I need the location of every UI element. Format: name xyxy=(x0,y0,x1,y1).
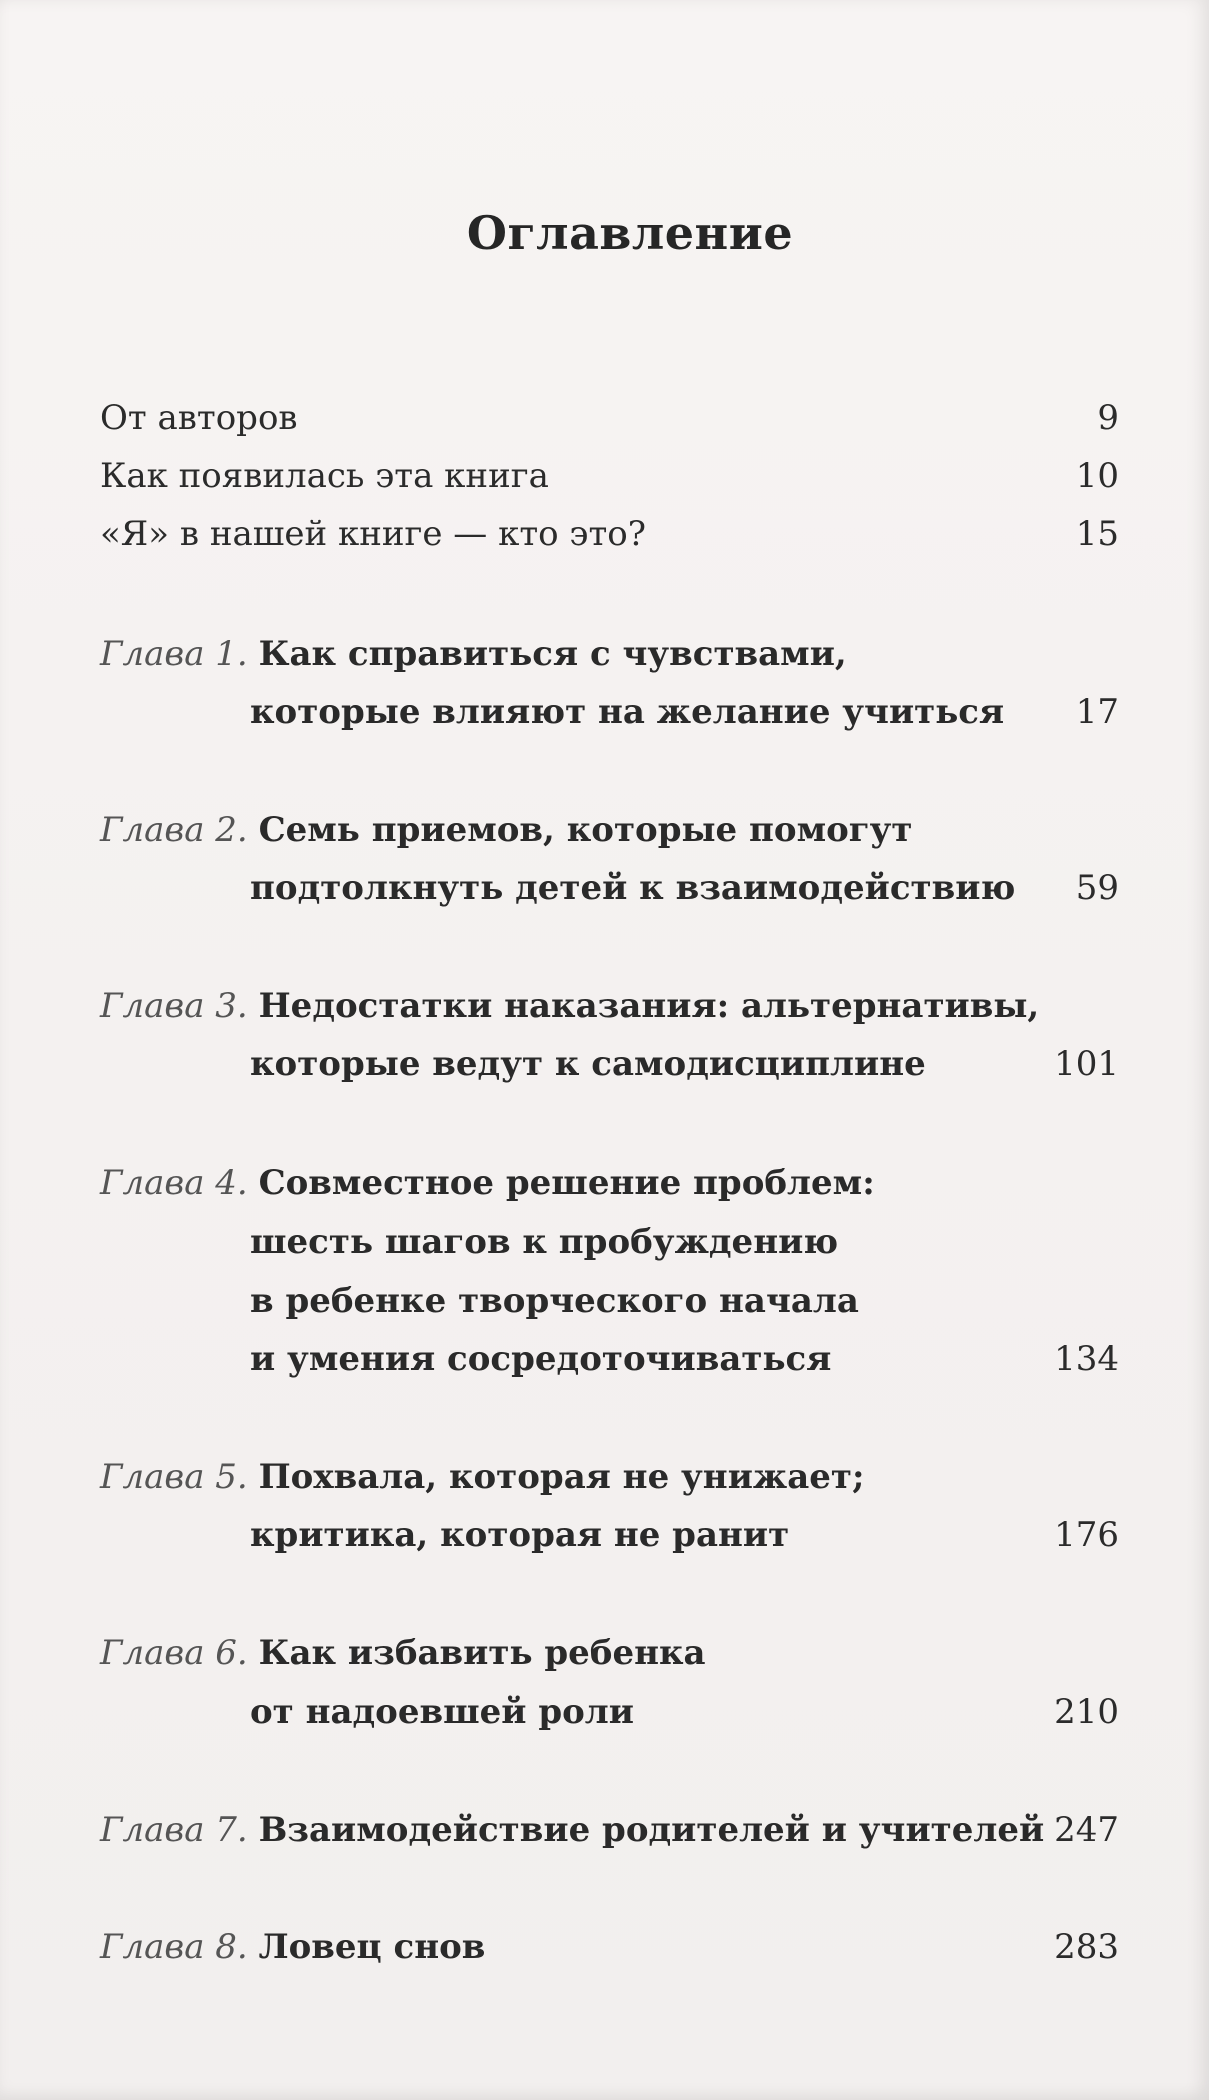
toc-page-number: 10 xyxy=(1075,456,1119,496)
toc-chapter-5 xyxy=(100,1457,865,1497)
chapter-label: Глава 6. xyxy=(100,1633,248,1673)
chapter-label: Глава 2. xyxy=(100,810,248,850)
chapter-label: Глава 1. xyxy=(100,634,248,674)
toc-entry-text: От авторов xyxy=(100,398,298,438)
chapter-title-line: Недостатки наказания: альтернативы, xyxy=(258,986,1040,1026)
chapter-label: Глава 7. xyxy=(100,1810,248,1850)
toc-page-number: 134 xyxy=(1054,1339,1119,1379)
toc-chapter-8 xyxy=(100,1927,485,1967)
toc-page-number: 176 xyxy=(1054,1515,1119,1555)
toc-entry-front-1 xyxy=(100,398,298,438)
toc-page-number: 210 xyxy=(1054,1692,1119,1732)
chapter-label: Глава 3. xyxy=(100,986,248,1026)
toc-page-number: 9 xyxy=(1097,398,1119,438)
chapter-label: Глава 4. xyxy=(100,1163,248,1203)
toc-chapter-2 xyxy=(100,810,912,850)
chapter-title-line: от надоевшей роли xyxy=(250,1692,634,1732)
chapter-title-line: Совместное решение проблем: xyxy=(258,1163,875,1203)
chapter-title-line: критика, которая не ранит xyxy=(250,1515,790,1555)
chapter-title-line: Как избавить ребенка xyxy=(258,1633,706,1673)
toc-page-number: 101 xyxy=(1054,1044,1119,1084)
toc-chapter-7 xyxy=(100,1810,1044,1850)
toc-chapter-6 xyxy=(100,1633,706,1673)
chapter-title-line: которые влияют на желание учиться xyxy=(250,692,1005,732)
chapter-title-line: которые ведут к самодисциплине xyxy=(250,1044,926,1084)
chapter-title-line: в ребенке творческого начала xyxy=(250,1281,859,1321)
toc-entry-text: «Я» в нашей книге — кто это? xyxy=(100,514,646,554)
toc-page-number: 59 xyxy=(1075,868,1119,908)
toc-entry-text: Как появилась эта книга xyxy=(100,456,549,496)
chapter-title-line: и умения сосредоточиваться xyxy=(250,1339,832,1379)
chapter-label: Глава 8. xyxy=(100,1927,248,1967)
toc-page-number: 247 xyxy=(1054,1810,1119,1850)
chapter-title-line: Ловец снов xyxy=(258,1927,486,1967)
chapter-title-line: Взаимодействие родителей и учителей xyxy=(258,1810,1045,1850)
chapter-title-line: Похвала, которая не унижает; xyxy=(258,1457,865,1497)
toc-entry-front-2 xyxy=(100,456,549,496)
page-title: Оглавление xyxy=(466,206,794,260)
chapter-label: Глава 5. xyxy=(100,1457,248,1497)
toc-chapter-4 xyxy=(100,1163,875,1203)
chapter-title-line: подтолкнуть детей к взаимодействию xyxy=(250,868,1016,908)
toc-page-number: 15 xyxy=(1075,514,1119,554)
chapter-title-line: шесть шагов к пробуждению xyxy=(250,1222,839,1262)
toc-chapter-1 xyxy=(100,634,847,674)
toc-page-number: 17 xyxy=(1075,692,1119,732)
chapter-title-line: Как справиться с чувствами, xyxy=(258,634,847,674)
toc-page-number: 283 xyxy=(1054,1927,1119,1967)
toc-chapter-3 xyxy=(100,986,1039,1026)
chapter-title-line: Семь приемов, которые помогут xyxy=(258,810,913,850)
toc-entry-front-3 xyxy=(100,514,646,554)
